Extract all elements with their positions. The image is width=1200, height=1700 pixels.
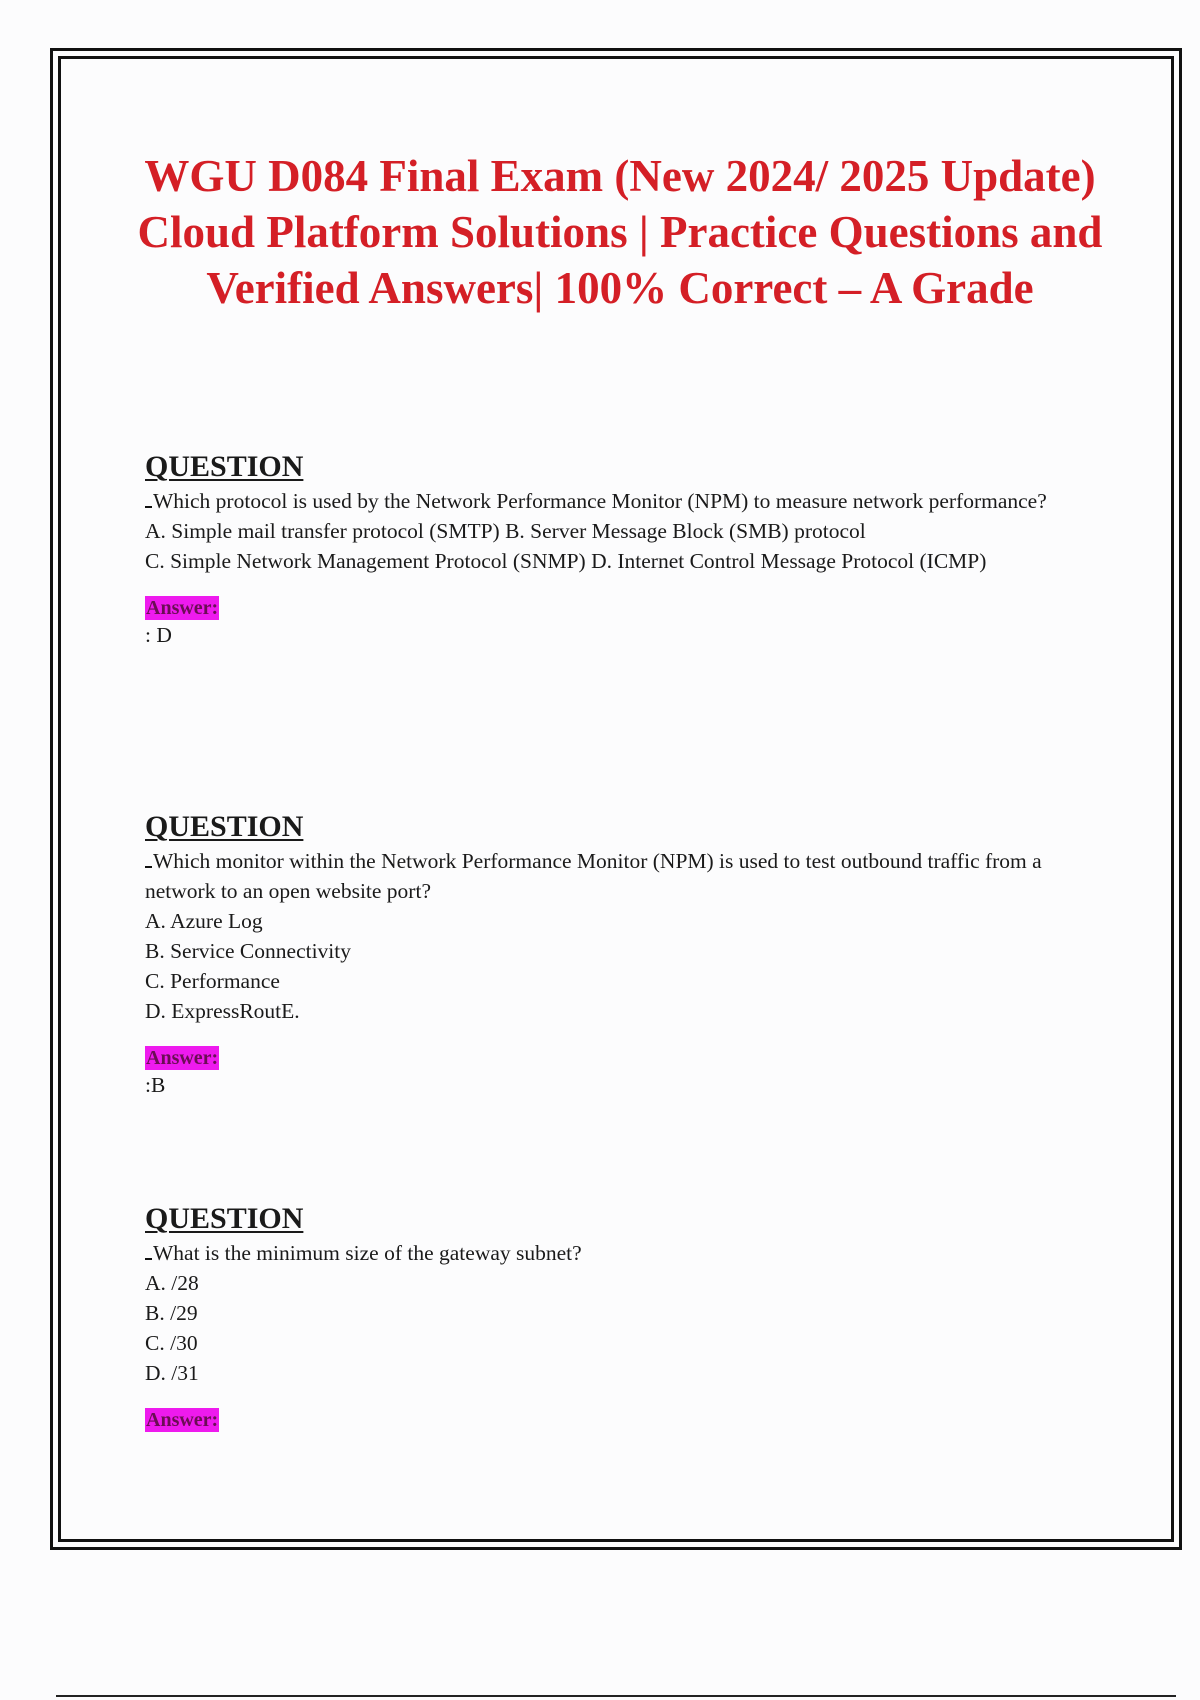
option-b: B. /29 (145, 1301, 198, 1325)
answer-value: : D (145, 623, 172, 647)
option-d: D. ExpressRoutE. (145, 999, 300, 1023)
option-a: A. Azure Log (145, 909, 263, 933)
question-text: Which monitor within the Network Performance Monitor (NPM) is used to test outbound traffic from a network to an open website port? (145, 846, 1105, 906)
question-block-2 (145, 810, 1105, 1100)
answer-label: Answer: (146, 1409, 219, 1431)
option-c: C. /30 (145, 1331, 198, 1355)
option-line: C. Simple Network Management Protocol (SNMP) D. Internet Control Message Protocol (ICMP) (145, 549, 987, 573)
option-line: A. Simple mail transfer protocol (SMTP) B. Server Message Block (SMB) protocol (145, 519, 866, 543)
question-heading: QUESTION (145, 450, 304, 483)
footer-rule (56, 1695, 1176, 1697)
question-heading: QUESTION (145, 1202, 304, 1235)
question-heading: QUESTION (145, 810, 304, 843)
option-b: B. Service Connectivity (145, 939, 352, 963)
option-d: D. /31 (145, 1361, 199, 1385)
document-title: WGU D084 Final Exam (New 2024/ 2025 Update) Cloud Platform Solutions | Practice Questions and Verified Answers| 100% Correct – A Grade (137, 151, 1103, 313)
answer-value: :B (145, 1073, 166, 1097)
question-block-1 (145, 450, 1105, 650)
question-text: Which protocol is used by the Network Performance Monitor (NPM) to measure network performance? (145, 486, 1105, 516)
question-text: What is the minimum size of the gateway subnet? (145, 1238, 1105, 1268)
option-a: A. /28 (145, 1271, 199, 1295)
answer-label: Answer: (146, 1047, 219, 1069)
question-block-3 (145, 1202, 1105, 1432)
answer-label: Answer: (146, 597, 219, 619)
option-c: C. Performance (145, 969, 280, 993)
